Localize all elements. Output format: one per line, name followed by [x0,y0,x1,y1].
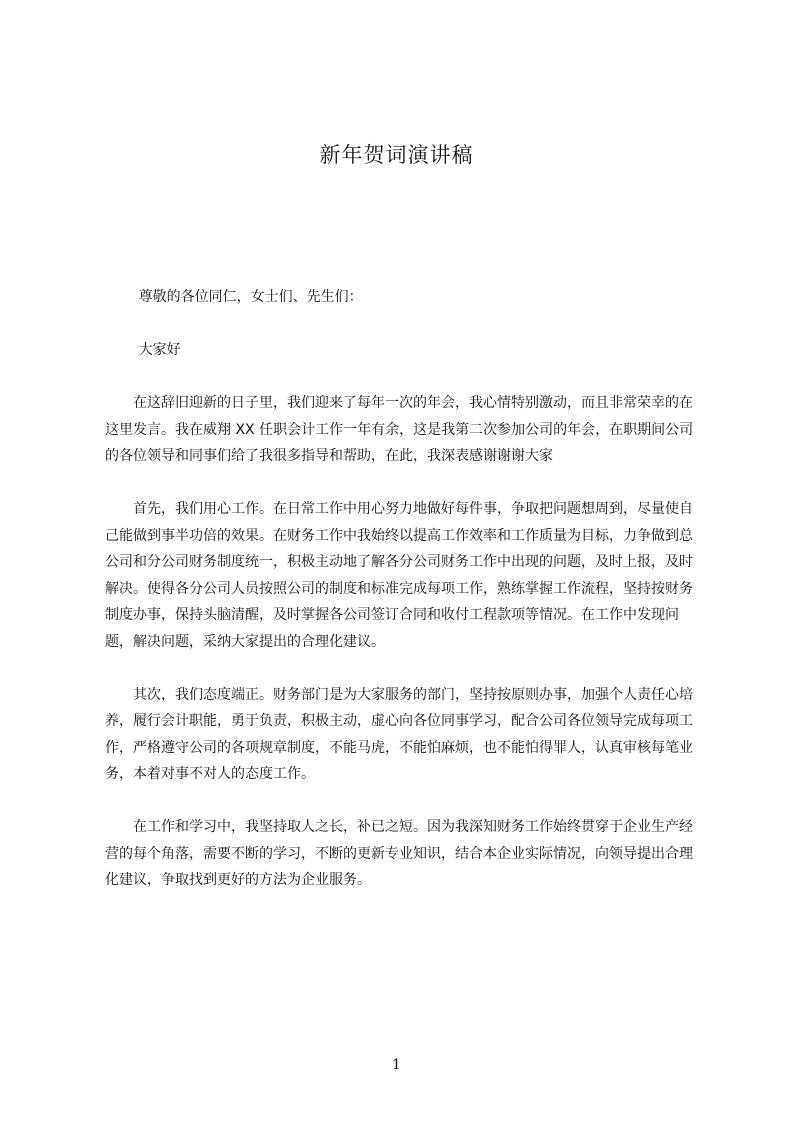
first-point-paragraph: 首先，我们用心工作。在日常工作中用心努力地做好每件事，争取把问题想周到，尽量使自己能做到事半功倍的效果。在财务工作中我始终以提高工作效率和工作质量为目标，力争做到总公司和分公司财务制度统一，积极主动地了解各分公司财务工作中出现的问题，及时上报，及时解决。使得各分公司人员按照公司的制度和标准完成每项工作，熟练掌握工作流程，坚持按财务制度办事，保持头脑清醒，及时掌握各公司签订合同和收付工程款项等情况。在工作中发现问题，解决问题，采纳大家提出的合理化建议。 [105,501,693,650]
salutation-paragraph: 尊敬的各位同仁，女士们、先生们： [138,289,363,305]
document-title: 新年贺词演讲稿 [319,143,474,167]
page-number: 1 [392,1057,401,1073]
intro-paragraph: 在这辞旧迎新的日子里，我们迎来了每年一次的年会，我心情特别激动，而且非常荣幸的在这里发言。我在威翔 XX 任职会计工作一年有余，这是我第二次参加公司的年会，在职期间公司的各位领导和同事们给了我很多指导和帮助，在此，我深表感谢谢谢大家 [105,395,694,464]
third-point-paragraph: 在工作和学习中，我坚持取人之长，补已之短。因为我深知财务工作始终贯穿于企业生产经营的每个角落，需要不断的学习，不断的更新专业知识，结合本企业实际情况，向领导提出合理化建议，争取找到更好的方法为企业服务。 [105,819,693,888]
greeting-paragraph: 大家好 [138,342,181,358]
document-body [105,284,701,920]
second-point-paragraph: 其次，我们态度端正。财务部门是为大家服务的部门，坚持按原则办事，加强个人责任心培养，履行会计职能，勇于负责，积极主动，虚心向各位同事学习，配合公司各位领导完成每项工作，严格遵守公司的各项规章制度，不能马虎，不能怕麻烦，也不能怕得罪人，认真审核每笔业务，本着对事不对人的态度工作。 [105,686,693,782]
